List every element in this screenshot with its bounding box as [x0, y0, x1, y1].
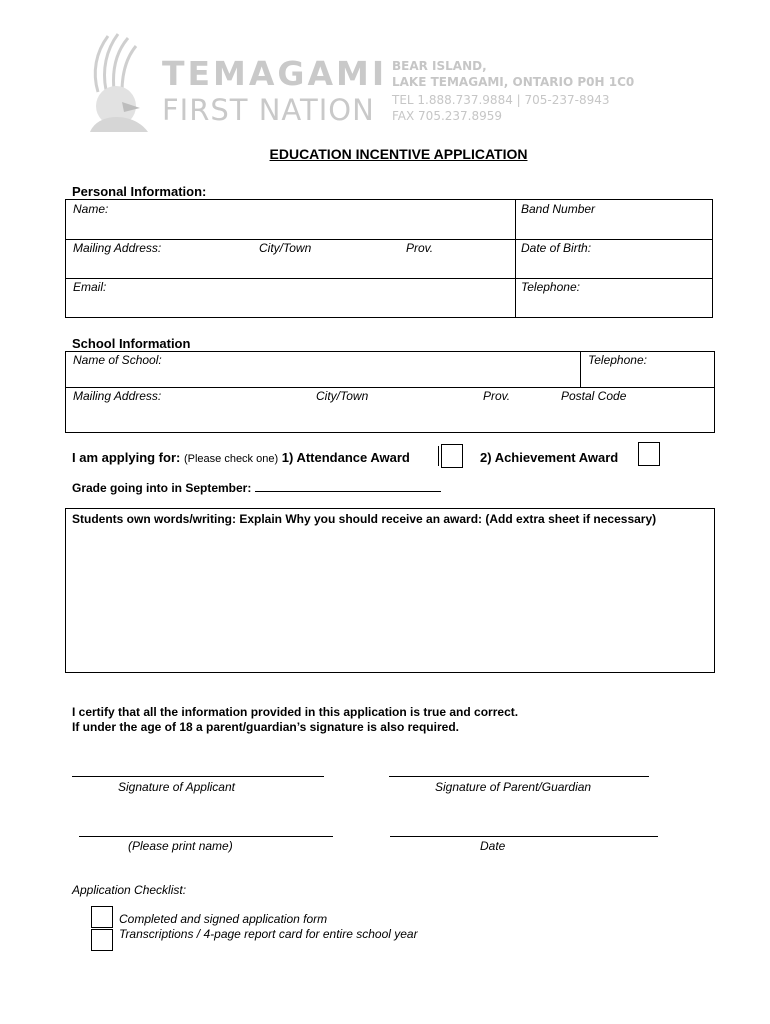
band-number-field[interactable]: Band Number	[521, 202, 596, 216]
grade-input-line[interactable]	[255, 481, 441, 492]
applicant-signature-caption: Signature of Applicant	[118, 780, 235, 794]
org-fax: FAX 705.237.8959	[392, 109, 503, 123]
checklist-title: Application Checklist:	[72, 883, 187, 897]
applying-for-label: I am applying for:	[72, 450, 181, 465]
applying-for-row	[72, 450, 410, 465]
school-postal-code-field[interactable]: Postal Code	[561, 389, 627, 403]
print-name-line[interactable]	[79, 836, 333, 837]
checkbox-left-bar	[438, 446, 439, 466]
column-divider	[580, 351, 581, 387]
grade-label: Grade going into in September:	[72, 481, 252, 495]
checklist-item-transcript: Transcriptions / 4-page report card for entire school year	[119, 927, 418, 941]
org-telephone: TEL 1.888.737.9884 | 705-237-8943	[392, 93, 610, 107]
essay-label: Students own words/writing: Explain Why you should receive an award: (Add extra sheet if necessary)	[72, 512, 657, 526]
applying-for-note: (Please check one)	[183, 453, 279, 465]
checklist-checkbox-form[interactable]	[91, 906, 113, 928]
org-name-line1: TEMAGAMI	[162, 54, 388, 93]
row-divider	[65, 278, 713, 279]
achievement-award-label: 2) Achievement Award	[480, 450, 619, 465]
city-town-field[interactable]: City/Town	[259, 241, 312, 255]
school-city-town-field[interactable]: City/Town	[316, 389, 369, 403]
attendance-award-checkbox[interactable]	[441, 444, 463, 468]
checklist-item-form: Completed and signed application form	[119, 912, 328, 926]
row-divider	[65, 387, 715, 388]
email-field[interactable]: Email:	[73, 280, 107, 294]
school-prov-field[interactable]: Prov.	[483, 389, 511, 403]
achievement-award-checkbox[interactable]	[638, 442, 660, 466]
personal-info-heading: Personal Information:	[72, 184, 207, 199]
school-mailing-address-field[interactable]: Mailing Address:	[73, 389, 162, 403]
parent-signature-caption: Signature of Parent/Guardian	[435, 780, 592, 794]
grade-row	[72, 481, 441, 495]
telephone-field[interactable]: Telephone:	[521, 280, 580, 294]
name-field[interactable]: Name:	[73, 202, 109, 216]
school-telephone-field[interactable]: Telephone:	[588, 353, 647, 367]
personal-info-table	[65, 199, 713, 318]
essay-box[interactable]	[65, 508, 715, 673]
mailing-address-field[interactable]: Mailing Address:	[73, 241, 162, 255]
checklist-checkbox-transcript[interactable]	[91, 929, 113, 951]
certify-line1: I certify that all the information provided in this application is true and correct.	[72, 705, 519, 719]
eagle-feathers-logo-icon	[78, 32, 160, 136]
school-info-heading: School Information	[72, 336, 191, 351]
certify-line2: If under the age of 18 a parent/guardian’s signature is also required.	[72, 720, 459, 734]
address-line2: LAKE TEMAGAMI, ONTARIO P0H 1C0	[392, 75, 635, 89]
attendance-award-label: 1) Attendance Award	[281, 450, 410, 465]
date-caption: Date	[480, 839, 506, 853]
row-divider	[65, 239, 713, 240]
parent-signature-line[interactable]	[389, 776, 649, 777]
prov-field[interactable]: Prov.	[406, 241, 434, 255]
print-name-caption: (Please print name)	[128, 839, 233, 853]
org-name-line2: FIRST NATION	[162, 93, 375, 127]
date-line[interactable]	[390, 836, 658, 837]
applicant-signature-line[interactable]	[72, 776, 324, 777]
date-of-birth-field[interactable]: Date of Birth:	[521, 241, 592, 255]
school-name-field[interactable]: Name of School:	[73, 353, 162, 367]
address-line1: BEAR ISLAND,	[392, 59, 487, 73]
column-divider	[515, 199, 516, 318]
form-title: EDUCATION INCENTIVE APPLICATION	[269, 146, 528, 162]
